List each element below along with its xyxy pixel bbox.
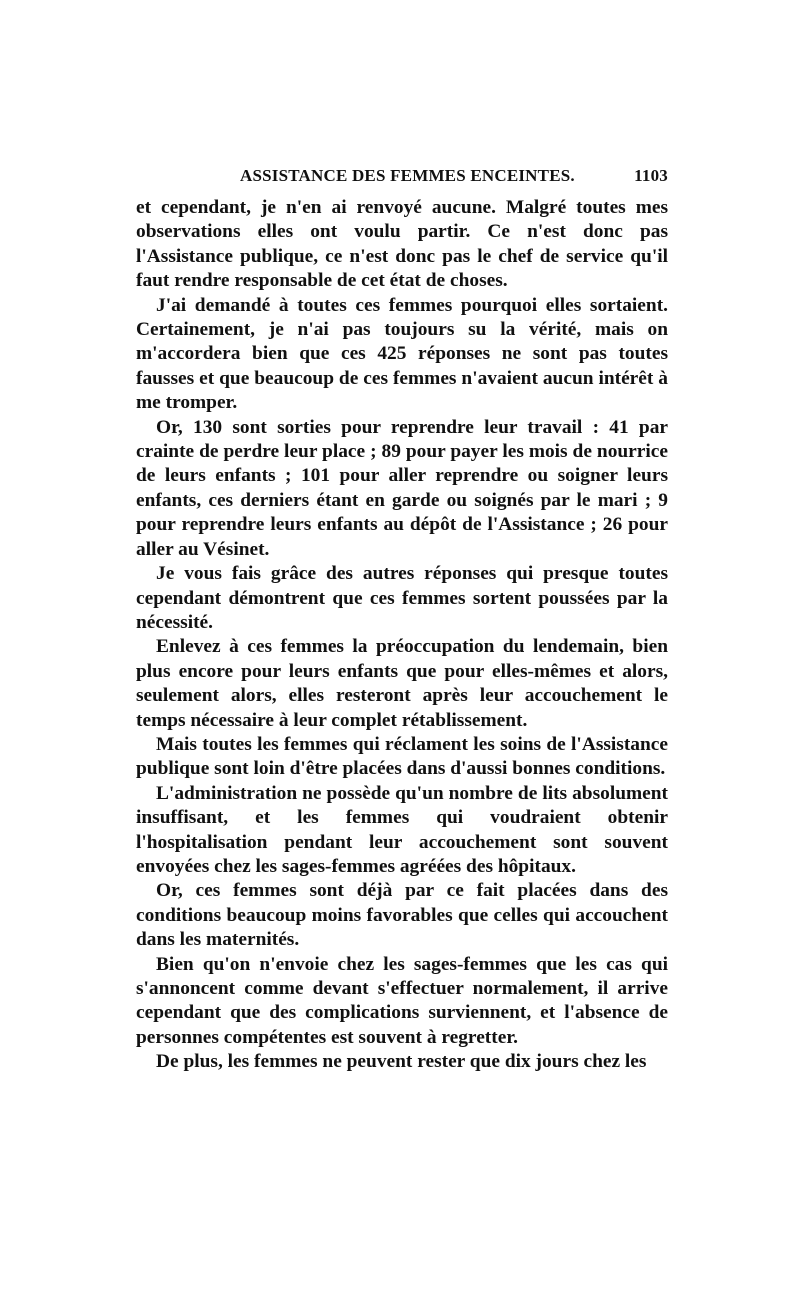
page-number: 1103 xyxy=(634,166,668,185)
paragraph: Enlevez à ces femmes la préoccupation du lendemain, bien plus encore pour leurs enfants que pour elles-mêmes et alors, seulement alors, elles resteront après leur accouchement le temps nécessaire à leur complet rétablissement. xyxy=(136,636,668,731)
running-title: ASSISTANCE DES FEMMES ENCEINTES. xyxy=(240,166,575,185)
paragraph: Mais toutes les femmes qui réclament les soins de l'Assistance publique sont loin d'être placées dans d'aussi bonnes conditions. xyxy=(136,733,668,780)
paragraph: Bien qu'on n'envoie chez les sages-femmes que les cas qui s'annoncent comme devant s'effectuer normalement, il arrive cependant que des complications surviennent, et l'absence de personnes compétentes est souvent à regretter. xyxy=(136,953,668,1048)
paragraph: Or, ces femmes sont déjà par ce fait placées dans des conditions beaucoup moins favorables que celles qui accouchent dans les maternités. xyxy=(136,880,668,951)
paragraph: Or, 130 sont sorties pour reprendre leur travail : 41 par crainte de perdre leur place ; 89 pour payer les mois de nourrice de leurs enfants ; 101 pour aller reprendre ou soigner leurs enfants, ces derniers étant en garde ou soignés par le mari ; 9 pour reprendre leurs enfants au dépôt de l'Assistance ; 26 pour aller au Vésinet. xyxy=(136,416,668,560)
paragraph-continued: et cependant, je n'en ai renvoyé aucune. Malgré toutes mes observations elles ont voulu partir. Ce n'est donc pas l'Assistance publique, ce n'est donc pas le chef de service qu'il faut rendre responsable de cet état de choses. xyxy=(136,197,668,292)
body-text xyxy=(136,196,668,1075)
paragraph: L'administration ne possède qu'un nombre de lits absolument insuffisant, et les femmes qui voudraient obtenir l'hospitalisation pendant leur accouchement sont souvent envoyées chez les sages-femmes agréées des hôpitaux. xyxy=(136,782,668,877)
paragraph: De plus, les femmes ne peuvent rester que dix jours chez les xyxy=(156,1051,647,1073)
paragraph: Je vous fais grâce des autres réponses qui presque toutes cependant démontrent que ces femmes sortent poussées par la nécessité. xyxy=(136,563,668,633)
paragraph: J'ai demandé à toutes ces femmes pourquoi elles sortaient. Certainement, je n'ai pas toujours su la vérité, mais on m'accordera bien que ces 425 réponses ne sont pas toutes fausses et que beaucoup de ces femmes n'avaient aucun intérêt à me tromper. xyxy=(136,294,668,414)
running-header xyxy=(136,166,668,190)
